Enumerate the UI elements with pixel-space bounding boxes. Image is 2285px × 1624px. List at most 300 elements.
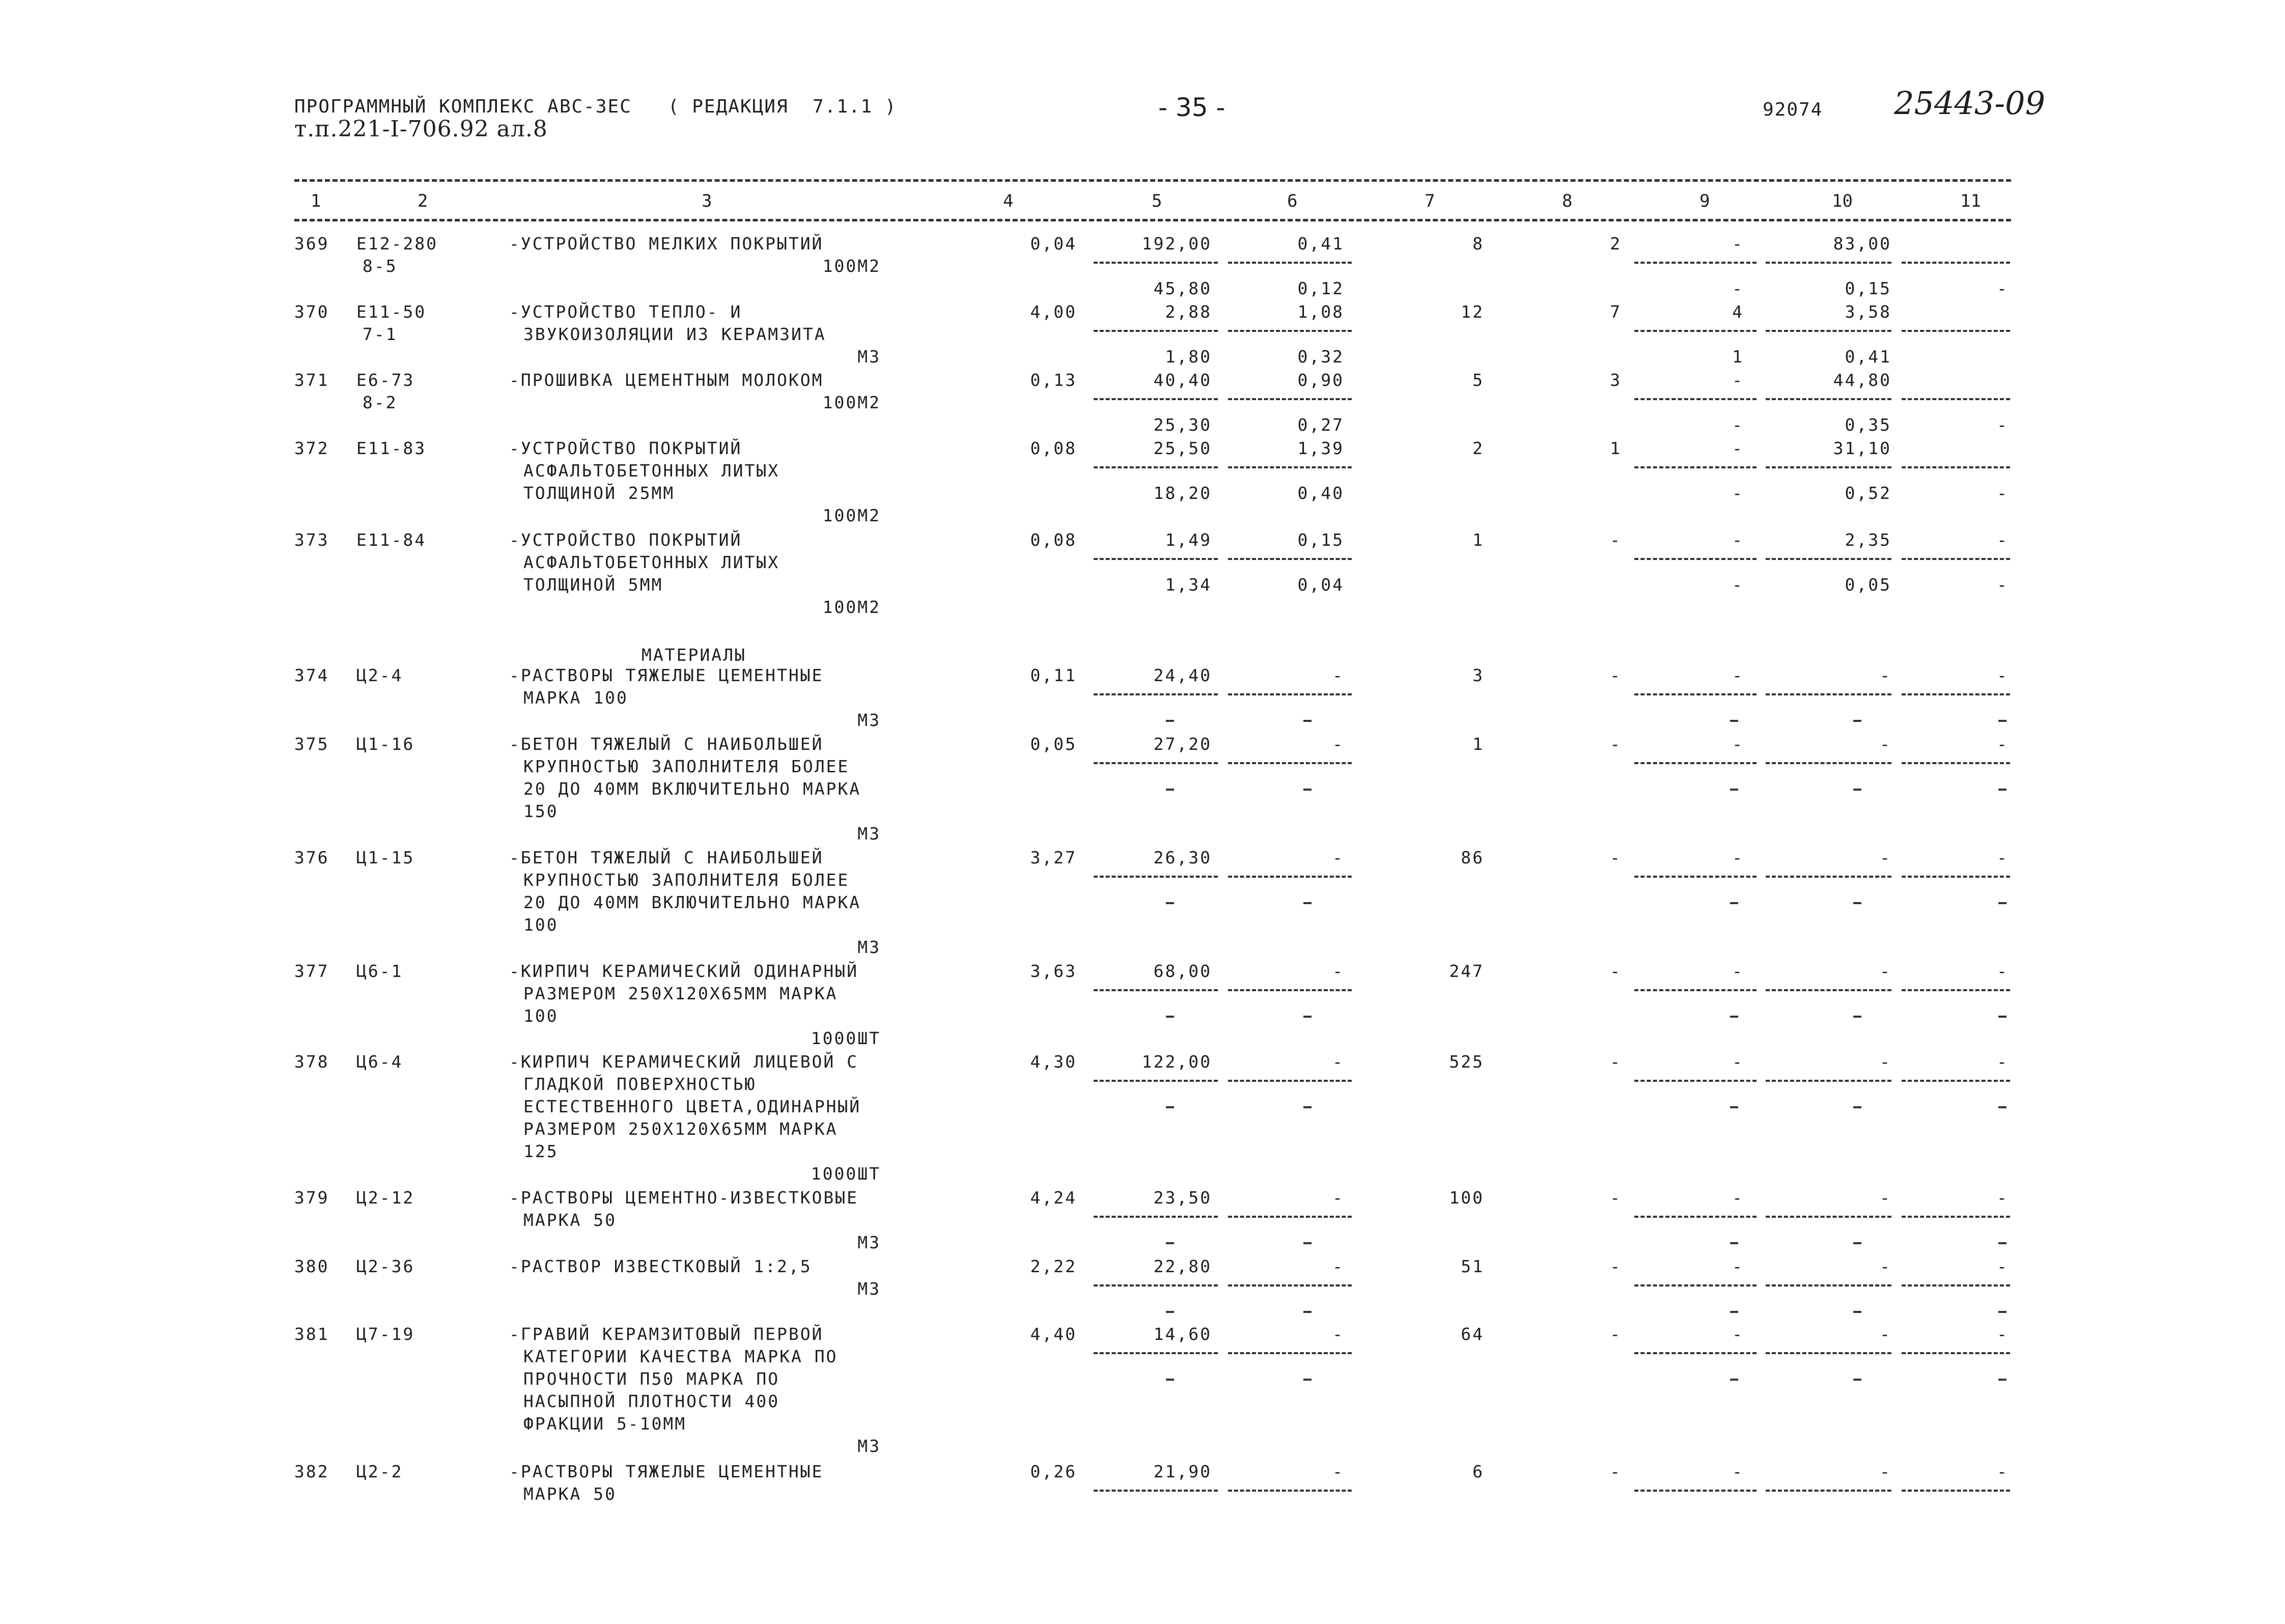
col8-cell: - bbox=[1610, 734, 1622, 754]
price-cell: 1,49 bbox=[1165, 530, 1212, 550]
resource-code: Е11-50 bbox=[356, 302, 427, 322]
description-line: 125 bbox=[523, 1141, 559, 1161]
resource-code-sub: 7-1 bbox=[363, 324, 398, 344]
col11-dash bbox=[1998, 720, 2007, 722]
dashed-separator bbox=[1228, 876, 1352, 878]
page-number: - 35 - bbox=[1158, 93, 1225, 122]
row-number: 371 bbox=[294, 370, 329, 390]
cost-cell: - bbox=[1332, 1324, 1344, 1344]
total-cell: 64 bbox=[1461, 1324, 1484, 1344]
dashed-separator bbox=[1634, 330, 1757, 332]
col10-cell: - bbox=[1880, 1324, 1891, 1344]
dashed-separator bbox=[1902, 466, 2010, 468]
dashed-separator bbox=[1094, 989, 1218, 991]
dashed-separator bbox=[1766, 466, 1891, 468]
program-title: ПРОГРАММНЫЙ КОМПЛЕКС АВС-3ЕС ( РЕДАКЦИЯ 7.1.1 ) bbox=[294, 96, 897, 117]
resource-code: Ц6-4 bbox=[356, 1052, 403, 1072]
description-line: ТОЛЩИНОЙ 25ММ bbox=[523, 483, 675, 503]
dashed-separator bbox=[1766, 693, 1891, 695]
cost-subvalue: 0,04 bbox=[1297, 575, 1344, 595]
cost-cell: - bbox=[1332, 848, 1344, 867]
cost-dash bbox=[1303, 1379, 1312, 1381]
quantity-cell: 3,27 bbox=[1030, 848, 1077, 867]
description-line: РАЗМЕРОМ 250Х120Х65ММ МАРКА bbox=[523, 984, 838, 1003]
description-line: РАЗМЕРОМ 250Х120Х65ММ МАРКА bbox=[523, 1119, 838, 1139]
dashed-separator bbox=[1228, 1352, 1352, 1354]
description-line: АСФАЛЬТОБЕТОННЫХ ЛИТЫХ bbox=[523, 461, 780, 481]
dashed-separator bbox=[1634, 1284, 1757, 1286]
resource-code: Ц2-36 bbox=[356, 1256, 415, 1276]
col11-dash bbox=[1998, 1242, 2007, 1244]
col11-subvalue: - bbox=[1997, 575, 2009, 595]
total-cell: 86 bbox=[1461, 848, 1484, 867]
total-cell: 3 bbox=[1472, 665, 1484, 685]
dashed-separator bbox=[1902, 1216, 2010, 1218]
price-dash bbox=[1166, 1016, 1174, 1018]
col9-dash bbox=[1730, 1311, 1738, 1313]
cost-dash bbox=[1303, 1242, 1312, 1244]
cost-cell: - bbox=[1332, 665, 1344, 685]
total-cell: 8 bbox=[1472, 234, 1484, 254]
cost-dash bbox=[1303, 1016, 1312, 1018]
description-line: 100 bbox=[523, 1006, 559, 1026]
dashed-separator bbox=[1228, 466, 1352, 468]
document-number: т.п.221-I-706.92 ал.8 bbox=[294, 116, 548, 142]
col9-cell: - bbox=[1732, 1462, 1744, 1481]
col10-subvalue: 0,15 bbox=[1845, 278, 1891, 298]
unit-of-measure: М3 bbox=[857, 710, 881, 730]
description-line: ФРАКЦИИ 5-10ММ bbox=[523, 1414, 687, 1434]
col10-cell: 31,10 bbox=[1833, 438, 1891, 458]
price-cell: 27,20 bbox=[1153, 734, 1212, 754]
price-cell: 192,00 bbox=[1141, 234, 1212, 254]
col11-cell: - bbox=[1997, 848, 2009, 867]
document-code: 92074 bbox=[1763, 99, 1823, 120]
col8-cell: - bbox=[1610, 530, 1622, 550]
dashed-separator bbox=[1766, 762, 1891, 764]
price-dash bbox=[1166, 1106, 1174, 1108]
price-dash bbox=[1166, 1242, 1174, 1244]
price-cell: 24,40 bbox=[1153, 665, 1212, 685]
col11-dash bbox=[1998, 1379, 2007, 1381]
row-number: 369 bbox=[294, 234, 329, 254]
cost-dash bbox=[1303, 1311, 1312, 1313]
dashed-separator bbox=[1634, 693, 1757, 695]
col9-cell: - bbox=[1732, 234, 1744, 254]
col10-cell: - bbox=[1880, 1188, 1891, 1208]
row-number: 382 bbox=[294, 1462, 329, 1481]
col11-dash bbox=[1998, 902, 2007, 904]
col11-cell: - bbox=[1997, 1188, 2009, 1208]
col8-cell: - bbox=[1610, 961, 1622, 981]
quantity-cell: 0,08 bbox=[1030, 530, 1077, 550]
resource-code-sub: 8-5 bbox=[363, 256, 398, 276]
dashed-separator bbox=[1766, 330, 1891, 332]
dashed-separator bbox=[1634, 262, 1757, 264]
cost-dash bbox=[1303, 902, 1312, 904]
col11-cell: - bbox=[1997, 1324, 2009, 1344]
dashed-separator bbox=[1094, 1080, 1218, 1082]
dashed-separator bbox=[1094, 330, 1218, 332]
total-cell: 1 bbox=[1472, 530, 1484, 550]
unit-of-measure: М3 bbox=[857, 1233, 881, 1252]
col10-subvalue: 0,52 bbox=[1845, 483, 1891, 503]
dashed-separator bbox=[1902, 693, 2010, 695]
col8-cell: - bbox=[1610, 665, 1622, 685]
col8-cell: 2 bbox=[1610, 234, 1622, 254]
dashed-separator bbox=[1634, 1216, 1757, 1218]
description-line: -БЕТОН ТЯЖЕЛЫЙ С НАИБОЛЬШЕЙ bbox=[509, 848, 824, 867]
resource-code: Е11-83 bbox=[356, 438, 427, 458]
unit-of-measure: 100М2 bbox=[822, 506, 881, 525]
dashed-separator bbox=[1228, 1080, 1352, 1082]
col10-dash bbox=[1853, 1016, 1861, 1018]
col8-cell: 3 bbox=[1610, 370, 1622, 390]
col10-dash bbox=[1853, 902, 1861, 904]
description-line: АСФАЛЬТОБЕТОННЫХ ЛИТЫХ bbox=[523, 552, 780, 572]
col10-cell: 44,80 bbox=[1833, 370, 1891, 390]
cost-cell: - bbox=[1332, 1462, 1344, 1481]
price-subvalue: 1,80 bbox=[1165, 347, 1212, 367]
dashed-separator bbox=[1634, 989, 1757, 991]
cost-dash bbox=[1303, 1106, 1312, 1108]
col9-dash bbox=[1730, 789, 1738, 791]
col10-cell: - bbox=[1880, 848, 1891, 867]
quantity-cell: 0,04 bbox=[1030, 234, 1077, 254]
total-cell: 100 bbox=[1449, 1188, 1484, 1208]
description-line: ЕСТЕСТВЕННОГО ЦВЕТА,ОДИНАРНЫЙ bbox=[523, 1097, 861, 1116]
dashed-separator bbox=[1766, 1352, 1891, 1354]
col10-cell: - bbox=[1880, 734, 1891, 754]
cost-subvalue: 0,32 bbox=[1297, 347, 1344, 367]
cost-cell: 0,90 bbox=[1297, 370, 1344, 390]
col-header-10: 10 bbox=[1832, 191, 1853, 211]
col10-cell: - bbox=[1880, 1052, 1891, 1072]
unit-of-measure: 100М2 bbox=[822, 393, 881, 412]
dashed-separator bbox=[1902, 398, 2010, 400]
dashed-separator bbox=[1094, 466, 1218, 468]
col8-cell: 1 bbox=[1610, 438, 1622, 458]
col11-dash bbox=[1998, 1016, 2007, 1018]
dashed-separator bbox=[1902, 1352, 2010, 1354]
col8-cell: - bbox=[1610, 1188, 1622, 1208]
cost-dash bbox=[1303, 789, 1312, 791]
description-line: -КИРПИЧ КЕРАМИЧЕСКИЙ ОДИНАРНЫЙ bbox=[509, 961, 859, 981]
resource-code-sub: 8-2 bbox=[363, 393, 398, 412]
total-cell: 1 bbox=[1472, 734, 1484, 754]
col9-dash bbox=[1730, 902, 1738, 904]
description-line: -БЕТОН ТЯЖЕЛЫЙ С НАИБОЛЬШЕЙ bbox=[509, 734, 824, 754]
price-dash bbox=[1166, 1311, 1174, 1313]
quantity-cell: 3,63 bbox=[1030, 961, 1077, 981]
unit-of-measure: М3 bbox=[857, 1436, 881, 1456]
price-cell: 23,50 bbox=[1153, 1188, 1212, 1208]
col9-subvalue: 1 bbox=[1732, 347, 1744, 367]
dashed-separator bbox=[1228, 693, 1352, 695]
unit-of-measure: 100М2 bbox=[822, 256, 881, 276]
price-cell: 14,60 bbox=[1153, 1324, 1212, 1344]
cost-subvalue: 0,27 bbox=[1297, 415, 1344, 435]
col9-cell: - bbox=[1732, 1324, 1744, 1344]
col9-cell: - bbox=[1732, 530, 1744, 550]
col9-dash bbox=[1730, 720, 1738, 722]
table-top-rule bbox=[294, 179, 2011, 182]
dashed-separator bbox=[1634, 1352, 1757, 1354]
description-line: -УСТРОЙСТВО МЕЛКИХ ПОКРЫТИЙ bbox=[509, 234, 824, 254]
col-header-8: 8 bbox=[1562, 191, 1573, 211]
col9-subvalue: - bbox=[1732, 278, 1744, 298]
col9-dash bbox=[1730, 1106, 1738, 1108]
dashed-separator bbox=[1902, 558, 2010, 560]
description-line: ТОЛЩИНОЙ 5ММ bbox=[523, 575, 663, 595]
row-number: 373 bbox=[294, 530, 329, 550]
col11-cell: - bbox=[1997, 961, 2009, 981]
price-dash bbox=[1166, 789, 1174, 791]
price-cell: 21,90 bbox=[1153, 1462, 1212, 1481]
description-line: МАРКА 50 bbox=[523, 1484, 617, 1504]
row-number: 380 bbox=[294, 1256, 329, 1276]
col9-subvalue: - bbox=[1732, 575, 1744, 595]
dashed-separator bbox=[1902, 1284, 2010, 1286]
col10-cell: 3,58 bbox=[1845, 302, 1891, 322]
cost-subvalue: 0,40 bbox=[1297, 483, 1344, 503]
dashed-separator bbox=[1766, 558, 1891, 560]
col10-dash bbox=[1853, 1379, 1861, 1381]
col8-cell: 7 bbox=[1610, 302, 1622, 322]
dashed-separator bbox=[1228, 558, 1352, 560]
row-number: 377 bbox=[294, 961, 329, 981]
row-number: 376 bbox=[294, 848, 329, 867]
dashed-separator bbox=[1902, 989, 2010, 991]
price-cell: 25,50 bbox=[1153, 438, 1212, 458]
col10-dash bbox=[1853, 1311, 1861, 1313]
cost-cell: - bbox=[1332, 961, 1344, 981]
dashed-separator bbox=[1094, 262, 1218, 264]
unit-of-measure: М3 bbox=[857, 937, 881, 957]
description-line: -ПРОШИВКА ЦЕМЕНТНЫМ МОЛОКОМ bbox=[509, 370, 824, 390]
cost-cell: 0,41 bbox=[1297, 234, 1344, 254]
price-subvalue: 1,34 bbox=[1165, 575, 1212, 595]
col-header-7: 7 bbox=[1425, 191, 1435, 211]
col-header-11: 11 bbox=[1960, 191, 1981, 211]
col9-cell: - bbox=[1732, 734, 1744, 754]
quantity-cell: 4,24 bbox=[1030, 1188, 1077, 1208]
col11-dash bbox=[1998, 1311, 2007, 1313]
dashed-separator bbox=[1228, 762, 1352, 764]
col10-dash bbox=[1853, 1242, 1861, 1244]
price-cell: 2,88 bbox=[1165, 302, 1212, 322]
col11-subvalue: - bbox=[1997, 415, 2009, 435]
dashed-separator bbox=[1766, 1080, 1891, 1082]
price-subvalue: 45,80 bbox=[1153, 278, 1212, 298]
dashed-separator bbox=[1766, 1490, 1891, 1492]
price-cell: 22,80 bbox=[1153, 1256, 1212, 1276]
dashed-separator bbox=[1634, 466, 1757, 468]
resource-code: Ц6-1 bbox=[356, 961, 403, 981]
col10-subvalue: 0,35 bbox=[1845, 415, 1891, 435]
dashed-separator bbox=[1766, 1216, 1891, 1218]
dashed-separator bbox=[1228, 1284, 1352, 1286]
total-cell: 247 bbox=[1449, 961, 1484, 981]
col-header-6: 6 bbox=[1287, 191, 1298, 211]
price-cell: 68,00 bbox=[1153, 961, 1212, 981]
row-number: 375 bbox=[294, 734, 329, 754]
total-cell: 51 bbox=[1461, 1256, 1484, 1276]
quantity-cell: 0,05 bbox=[1030, 734, 1077, 754]
resource-code: Ц2-4 bbox=[356, 665, 403, 685]
col11-cell: - bbox=[1997, 1462, 2009, 1481]
dashed-separator bbox=[1094, 876, 1218, 878]
col9-cell: - bbox=[1732, 1052, 1744, 1072]
dashed-separator bbox=[1094, 693, 1218, 695]
description-line: -РАСТВОРЫ ЦЕМЕНТНО-ИЗВЕСТКОВЫЕ bbox=[509, 1188, 859, 1208]
col-header-5: 5 bbox=[1152, 191, 1162, 211]
table-header-rule bbox=[294, 219, 2011, 221]
col10-cell: 2,35 bbox=[1845, 530, 1891, 550]
col11-cell: - bbox=[1997, 1256, 2009, 1276]
description-line: ЗВУКОИЗОЛЯЦИИ ИЗ КЕРАМЗИТА bbox=[523, 324, 826, 344]
price-dash bbox=[1166, 1379, 1174, 1381]
col10-cell: - bbox=[1880, 1256, 1891, 1276]
quantity-cell: 0,26 bbox=[1030, 1462, 1077, 1481]
col8-cell: - bbox=[1610, 1052, 1622, 1072]
price-dash bbox=[1166, 720, 1174, 722]
price-subvalue: 25,30 bbox=[1153, 415, 1212, 435]
dashed-separator bbox=[1228, 1216, 1352, 1218]
col9-dash bbox=[1730, 1016, 1738, 1018]
col-header-3: 3 bbox=[702, 191, 712, 211]
description-line: КРУПНОСТЬЮ ЗАПОЛНИТЕЛЯ БОЛЕЕ bbox=[523, 870, 850, 890]
quantity-cell: 4,40 bbox=[1030, 1324, 1077, 1344]
unit-of-measure: М3 bbox=[857, 824, 881, 844]
dashed-separator bbox=[1634, 1080, 1757, 1082]
price-subvalue: 18,20 bbox=[1153, 483, 1212, 503]
description-line: ПРОЧНОСТИ П50 МАРКА ПО bbox=[523, 1369, 780, 1389]
quantity-cell: 4,30 bbox=[1030, 1052, 1077, 1072]
total-cell: 12 bbox=[1461, 302, 1484, 322]
dashed-separator bbox=[1094, 398, 1218, 400]
description-line: -РАСТВОРЫ ТЯЖЕЛЫЕ ЦЕМЕНТНЫЕ bbox=[509, 1462, 824, 1481]
col-header-2: 2 bbox=[417, 191, 428, 211]
col10-subvalue: 0,05 bbox=[1845, 575, 1891, 595]
dashed-separator bbox=[1634, 558, 1757, 560]
description-line: 20 ДО 40ММ ВКЛЮЧИТЕЛЬНО МАРКА bbox=[523, 892, 861, 912]
col9-cell: - bbox=[1732, 961, 1744, 981]
dashed-separator bbox=[1094, 558, 1218, 560]
total-cell: 525 bbox=[1449, 1052, 1484, 1072]
row-number: 372 bbox=[294, 438, 329, 458]
dashed-separator bbox=[1902, 1080, 2010, 1082]
description-line: НАСЫПНОЙ ПЛОТНОСТИ 400 bbox=[523, 1391, 780, 1411]
cost-cell: - bbox=[1332, 734, 1344, 754]
col9-cell: - bbox=[1732, 438, 1744, 458]
description-line: -УСТРОЙСТВО ТЕПЛО- И bbox=[509, 302, 742, 322]
col10-cell: - bbox=[1880, 1462, 1891, 1481]
price-cell: 40,40 bbox=[1153, 370, 1212, 390]
row-number: 378 bbox=[294, 1052, 329, 1072]
col10-dash bbox=[1853, 789, 1861, 791]
col11-subvalue: - bbox=[1997, 483, 2009, 503]
col-header-4: 4 bbox=[1003, 191, 1014, 211]
dashed-separator bbox=[1766, 989, 1891, 991]
dashed-separator bbox=[1902, 876, 2010, 878]
col9-cell: - bbox=[1732, 848, 1744, 867]
cost-cell: - bbox=[1332, 1052, 1344, 1072]
unit-of-measure: М3 bbox=[857, 1279, 881, 1299]
resource-code: Е12-280 bbox=[356, 234, 438, 254]
col8-cell: - bbox=[1610, 1256, 1622, 1276]
description-line: -РАСТВОР ИЗВЕСТКОВЫЙ 1:2,5 bbox=[509, 1256, 812, 1276]
description-line: 100 bbox=[523, 915, 559, 935]
description-line: КАТЕГОРИИ КАЧЕСТВА МАРКА ПО bbox=[523, 1347, 838, 1366]
dashed-separator bbox=[1766, 398, 1891, 400]
col11-dash bbox=[1998, 1106, 2007, 1108]
col8-cell: - bbox=[1610, 1324, 1622, 1344]
quantity-cell: 0,13 bbox=[1030, 370, 1077, 390]
unit-of-measure: 100М2 bbox=[822, 597, 881, 617]
col9-dash bbox=[1730, 1242, 1738, 1244]
total-cell: 6 bbox=[1472, 1462, 1484, 1481]
row-number: 374 bbox=[294, 665, 329, 685]
dashed-separator bbox=[1634, 762, 1757, 764]
price-cell: 122,00 bbox=[1141, 1052, 1212, 1072]
cost-subvalue: 0,12 bbox=[1297, 278, 1344, 298]
unit-of-measure: М3 bbox=[857, 347, 881, 367]
col10-subvalue: 0,41 bbox=[1845, 347, 1891, 367]
cost-cell: 1,39 bbox=[1297, 438, 1344, 458]
resource-code: Е11-84 bbox=[356, 530, 427, 550]
cost-cell: 1,08 bbox=[1297, 302, 1344, 322]
col-header-1: 1 bbox=[311, 191, 321, 211]
unit-of-measure: 1000ШТ bbox=[811, 1028, 881, 1048]
col11-cell: - bbox=[1997, 734, 2009, 754]
description-line: -КИРПИЧ КЕРАМИЧЕСКИЙ ЛИЦЕВОЙ С bbox=[509, 1052, 859, 1072]
col10-cell: 83,00 bbox=[1833, 234, 1891, 254]
description-line: ГЛАДКОЙ ПОВЕРХНОСТЬЮ bbox=[523, 1074, 757, 1094]
col9-cell: - bbox=[1732, 1256, 1744, 1276]
col9-subvalue: - bbox=[1732, 483, 1744, 503]
col11-subvalue: - bbox=[1997, 278, 2009, 298]
col10-cell: - bbox=[1880, 961, 1891, 981]
dashed-separator bbox=[1228, 330, 1352, 332]
col11-cell: - bbox=[1997, 530, 2009, 550]
resource-code: Ц2-12 bbox=[356, 1188, 415, 1208]
dashed-separator bbox=[1902, 1490, 2010, 1492]
resource-code: Ц2-2 bbox=[356, 1462, 403, 1481]
col9-cell: 4 bbox=[1732, 302, 1744, 322]
dashed-separator bbox=[1766, 262, 1891, 264]
col10-dash bbox=[1853, 720, 1861, 722]
col8-cell: - bbox=[1610, 848, 1622, 867]
handwritten-number: 25443-09 bbox=[1894, 85, 2046, 122]
price-cell: 26,30 bbox=[1153, 848, 1212, 867]
resource-code: Ц7-19 bbox=[356, 1324, 415, 1344]
resource-code: Е6-73 bbox=[356, 370, 415, 390]
col11-cell: - bbox=[1997, 665, 2009, 685]
col9-cell: - bbox=[1732, 1188, 1744, 1208]
quantity-cell: 0,08 bbox=[1030, 438, 1077, 458]
dashed-separator bbox=[1634, 398, 1757, 400]
quantity-cell: 4,00 bbox=[1030, 302, 1077, 322]
dashed-separator bbox=[1902, 330, 2010, 332]
cost-cell: - bbox=[1332, 1256, 1344, 1276]
quantity-cell: 2,22 bbox=[1030, 1256, 1077, 1276]
dashed-separator bbox=[1228, 262, 1352, 264]
dashed-separator bbox=[1766, 1284, 1891, 1286]
description-line: -УСТРОЙСТВО ПОКРЫТИЙ bbox=[509, 438, 742, 458]
cost-dash bbox=[1303, 720, 1312, 722]
description-line: 150 bbox=[523, 801, 559, 821]
